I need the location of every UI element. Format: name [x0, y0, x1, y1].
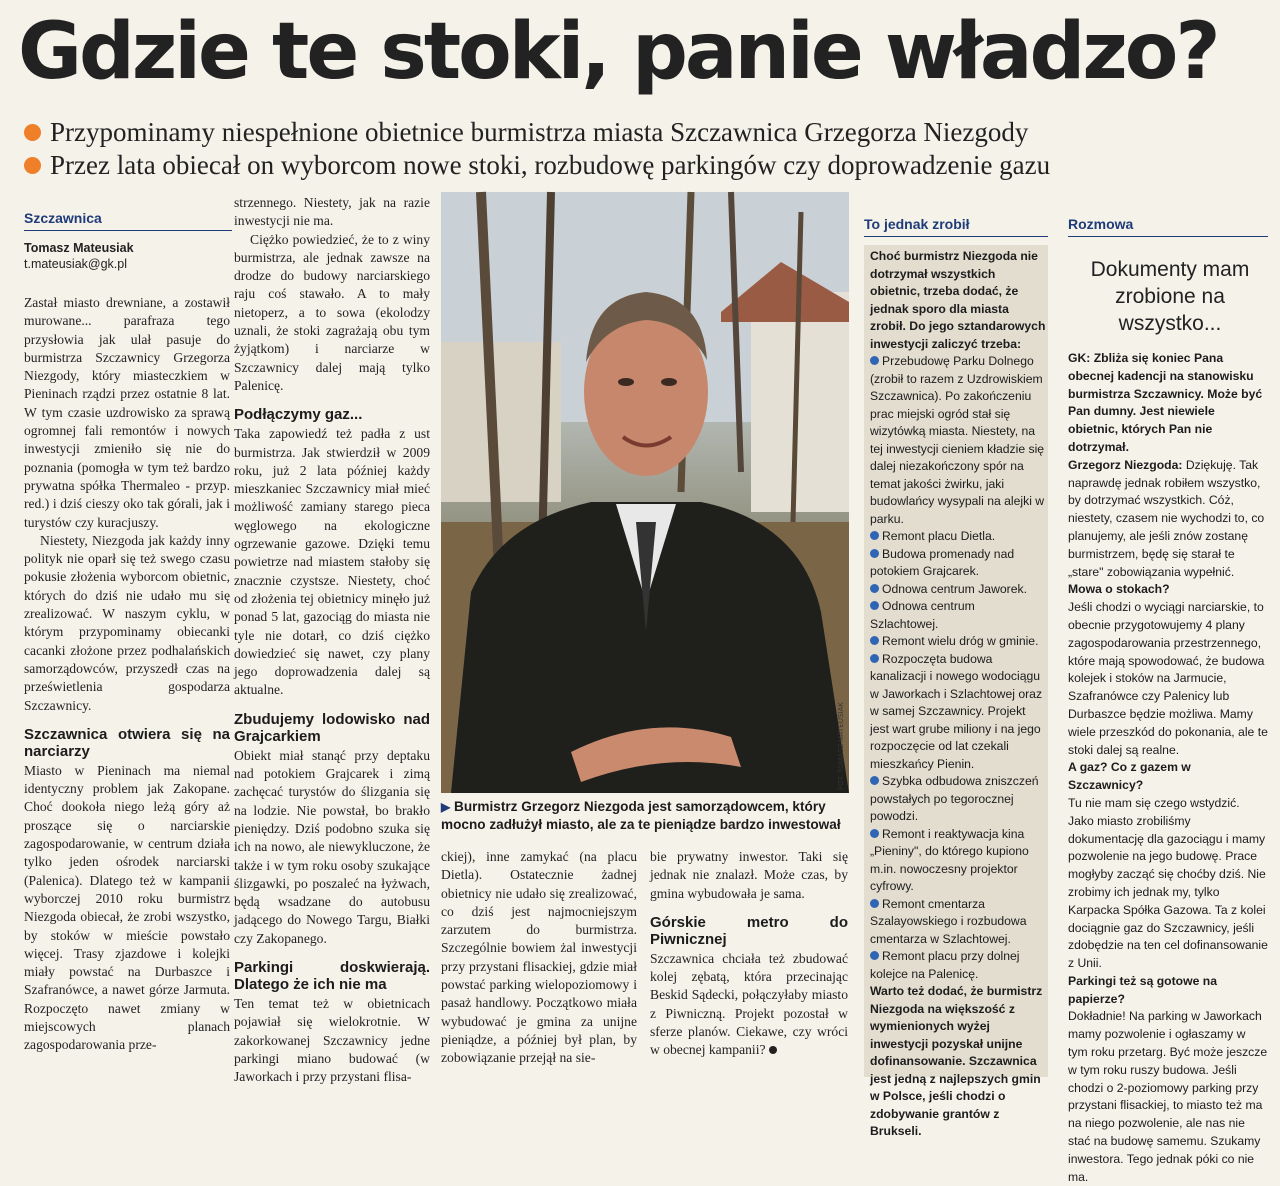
lead-text: Przypominamy niespełnione obietnice burmistrza miasta Szczawnica Grzegorza Niezgody: [50, 117, 1029, 147]
paragraph: Niestety, Niezgoda jak każdy inny polityk nie oparł się też swego czasu pokusie złożenia wyborcom obietnic, których do dziś nie udało mu się zrealizować. W naszym cyklu, w którym przypominamy obiecanki cacanki złożone przez podhalańskich samorządowców, przyszedł czas na prześwietlenia gospodarza Szczawnicy.: [24, 532, 230, 713]
sidebar-list-item-text: Odnowa centrum Szlachtowej.: [870, 599, 975, 631]
paragraph: [650, 950, 848, 1060]
blue-bullet-icon: [870, 531, 879, 540]
article-column-1: [24, 240, 230, 1080]
interview-title: Dokumenty mam zrobione na wszystko...: [1090, 258, 1250, 335]
interview-question: Parkingi też są gotowe na papierze?: [1068, 973, 1217, 1006]
paragraph-text: Szczawnica chciała też zbudować kolej zębatą, która przecinając Beskid Sądecki, połączyłaby miasto z Piwniczną. Projekt pozostał w sferze planów. Ciekawe, czy wróci w obecnej kampanii?: [650, 950, 848, 1058]
paragraph: Taka zapowiedź też padła z ust burmistrza. Jak stwierdził w 2009 roku, już 2 lata później każdy mieszkaniec Szczawnicy miał mieć możliwość zamiany starego pieca węglowego na ekologiczne ogrzewanie gazowe. Dzięki temu powietrze nad miastem stałoby się znacznie czystsze. Niestety, choć od złożenia tej obietnicy minęło już ponad 5 lat, gazociąg do miasta nie tyle nie dotarł, co dziś ciężko dowiedzieć się nawet, czy plany jego doprowadzenia dalej są aktualne.: [234, 426, 430, 698]
sidebar-list-item-text: Remont cmentarza Szalayowskiego i rozbudowa cmentarza w Szlachtowej.: [870, 896, 1027, 946]
sidebar-list-item: [870, 773, 1046, 826]
interview-answer: [1068, 457, 1268, 582]
sidebar-list-item-text: Remont i reaktywacja kina „Pieniny", do którego kupiono m.in. nowoczesny projektor cyfrowy.: [870, 826, 1029, 893]
paragraph: Miasto w Pieninach ma niemal identyczny problem jak Zakopane. Choć dookoła niego leżą góry aż proszące się o narciarskie zagospodarowanie, w centrum działa tylko jeden ośrodek narciarski (Palenica). Dlatego też w kampanii wyborczej 2010 roku burmistrz Niezgoda obiecał, że zrobi wszystko, by stoków w mieście powstało więcej. Trasy zjazdowe i kolejki miały powstać na Durbaszce i Szafranówce, a nawet górze Jarmuta. Rozpoczęto nawet zmiany w miejscowych planach zagospodarowania prze-: [24, 762, 230, 1053]
sidebar-list-item: [870, 546, 1046, 581]
article-column-4: [650, 848, 848, 1080]
blue-bullet-icon: [870, 899, 879, 908]
answer-text: Dziękuję. Tak naprawdę jednak robiłem wszystko, by dotrzymać wszystkich. Cóż, niestety, czasem nie wychodzi to, co planujemy, ale jeśli znów zostanę burmistrzem, będę się starał te „stare" zobowiązania wypełnić.: [1068, 457, 1265, 579]
sidebar-list-item-text: Szybka odbudowa zniszczeń powstałych po tegorocznej powodzi.: [870, 774, 1039, 823]
subheading: Parkingi doskwierają. Dlatego że ich nie ma: [234, 958, 430, 993]
lead-item: [24, 116, 1274, 149]
paragraph: Ten temat też w obietnicach pojawiał się wielokrotnie. W zakorkowanej Szczawnicy jedne parkingi miano budować (w Jaworkach i przy przystani flisa-: [234, 995, 430, 1085]
portrait-illustration: [441, 192, 849, 793]
blue-bullet-icon: [870, 356, 879, 365]
sidebar-list-item: [870, 826, 1046, 896]
article-column-3: [441, 848, 637, 1080]
sidebar-list-item: [870, 633, 1046, 651]
sidebar-outro: Warto też dodać, że burmistrz Niezgoda na większość z wymienionych wyżej inwestycji pozyskał unijne dofinansowanie. Szczawnica jest jedną z najlepszych gmin w Polsce, jeśli chodzi o zdobywanie grantów z Brukseli.: [870, 984, 1043, 1138]
interview-question: A gaz? Co z gazem w Szczawnicy?: [1068, 760, 1191, 793]
sidebar-list: [870, 353, 1046, 983]
end-mark-icon: [769, 1046, 777, 1054]
sidebar-list-item-text: Remont wielu dróg w gminie.: [882, 634, 1039, 648]
sidebar-list-item-text: Przebudowę Parku Dolnego (zrobił to razem z Uzdrowiskiem Szczawnica). Po zakończeniu prac miejski ogród stał się wizytówką miasta. Niestety, na tej inwestycji cieniem kładzie się dalej niezakończony spór na temat jakości żwirku, jaki budowlańcy wysypali na alejki w parku.: [870, 354, 1045, 526]
interview-question: Mowa o stokach?: [1068, 582, 1170, 597]
sidebar-list-item-text: Remont placu Dietla.: [882, 529, 996, 543]
subheading: Szczawnica otwiera się na narciarzy: [24, 725, 230, 760]
section-tag-szczawnica: Szczawnica: [24, 210, 232, 231]
interview-question: GK: Zbliża się koniec Pana obecnej kadencji na stanowisku burmistrza Szczawnicy. Może być Pan dumny. Jest niewiele obietnic, których Pan nie dotrzymał.: [1068, 351, 1263, 454]
blue-bullet-icon: [870, 601, 879, 610]
orange-bullet-icon: [24, 124, 41, 141]
sidebar-list-item-text: Remont placu przy dolnej kolejce na Palenicę.: [870, 949, 1020, 981]
paragraph: bie prywatny inwestor. Taki się jednak nie znalazł. Może czas, by gmina wybudowała je sama.: [650, 849, 848, 901]
sidebar-text: [870, 248, 1046, 1141]
sidebar-list-item: [870, 581, 1046, 599]
paragraph: Zastał miasto drewniane, a zostawił murowane... parafraza tego przysłowia jak ulał pasuje do burmistrza Szczawnicy Grzegorza Niezgody, który miasteczkiem w Pieninach rządzi przez ostatnie 8 lat. W tym czasie uzdrowisko za sprawą ogromnej fali remontów i nowych inwestycji zmieniło się nie do poznania (pomogła w tym też bardzo prywatna spółka Thermaleo - przyp. red.) i dziś cieszy oko tak górali, jak i turystów czy kuracjuszy.: [24, 295, 230, 530]
interview-answer: Tu nie mam się czego wstydzić. Jako miasto zrobiliśmy dokumentację dla gazociągu i mamy pozwolenie na jego budowę. Prace mogłyby zacząć się choćby dziś. Nie zrobimy ich jednak my, tylko Karpacka Spółka Gazowa. Ta z kolei dociągnie gaz do Szczawnicy, jeśli zdobędzie na ten cel dofinansowanie z Unii.: [1068, 795, 1268, 971]
sidebar-list-item: [870, 651, 1046, 774]
lead-text: Przez lata obiecał on wyborcom nowe stoki, rozbudowę parkingów czy doprowadzenie gazu: [50, 150, 1051, 180]
paragraph: Obiekt miał stanąć przy deptaku nad potokiem Grajcarek i zimą zachęcać turystów do ślizgania się na lodzie. Nie powstał, bo brakło pieniędzy. Dziś podobno szuka się ich na nowo, ale niewykluczone, że także i w tym roku osoby szukające ślizgawki, po poszaleć na łyżwach, będą wsadzane do autobusu jadącego do Nowego Targu, Białki czy Zakopanego.: [234, 747, 430, 946]
paragraph: strzennego. Niestety, jak na razie inwestycji nie ma.: [234, 195, 430, 229]
sidebar-list-item-text: Rozpoczęta budowa kanalizacji i nowego wodociągu w Jaworkach i Szlachtowej oraz w samej Szczawnicy. Projekt jest wart grube miliony i na jego rozpoczęcie od lat czekali mieszkańcy Pienin.: [870, 651, 1043, 771]
subheading: Górskie metro do Piwnicznej: [650, 913, 848, 948]
sidebar-list-item: [870, 896, 1046, 949]
section-tag-rozmowa: Rozmowa: [1068, 216, 1268, 237]
paragraph: Ciężko powiedzieć, że to z winy burmistrza, ale jednak zawsze na drodze do budowy narciarskiego raju coś stawało. A to mały nietoperz, a to sowa (ekolodzy uznali, że stoki zagrażają obu tym żyjątkom) i narciarze w Szczawnicy dalej mają tylko Palenicę.: [234, 231, 430, 393]
author-email: t.mateusiak@gk.pl: [24, 257, 128, 271]
headline: Gdzie te stoki, panie władzo?: [18, 7, 1218, 97]
orange-bullet-icon: [24, 157, 41, 174]
photo-credit: FOT. TOMASZ MATEUSIAK: [838, 702, 845, 790]
sidebar-list-item: [870, 353, 1046, 528]
author-name: Tomasz Mateusiak: [24, 241, 134, 255]
interview-answer: Dokładnie! Na parking w Jaworkach mamy pozwolenie i ogłaszamy w tym roku przetarg. Być może jeszcze w tym roku ruszy budowa. Jeśli chodzi o 2-poziomowy parking przy przystani flisackiej, to miasto też ma na niego pozwolenie, ale nas nie stać na budowę samemu. Szukamy inwestora. Tego jednak póki co nie ma.: [1068, 1009, 1268, 1184]
interview-answer: Jeśli chodzi o wyciągi narciarskie, to obecnie przygotowujemy 4 plany zagospodarowania przestrzennego, które mają spowodować, że budowa kolejek i stoków na Jarmucie, Szafranówce czy Palenicy lub Durbaszce będzie możliwa. Mamy wiele przeszkód do pokonania, ale te stoki dalej są realne.: [1068, 600, 1268, 757]
blue-bullet-icon: [870, 549, 879, 558]
blue-bullet-icon: [870, 636, 879, 645]
section-tag-to-jednak-zrobil: To jednak zrobił: [864, 216, 1048, 237]
interview-text: [1068, 350, 1268, 1184]
blue-bullet-icon: [870, 584, 879, 593]
photo-caption: [441, 798, 849, 833]
blue-bullet-icon: [870, 829, 879, 838]
blue-bullet-icon: [870, 654, 879, 663]
lead-item: [24, 149, 1274, 182]
article-column-2: [234, 194, 430, 1085]
caption-text: Burmistrz Grzegorz Niezgoda jest samorządowcem, który mocno zadłużył miasto, ale za te pieniądze bardzo inwestował: [441, 799, 841, 832]
sidebar-list-item: [870, 528, 1046, 546]
sidebar-list-item: [870, 598, 1046, 633]
blue-bullet-icon: [870, 776, 879, 785]
sidebar-list-item-text: Budowa promenady nad potokiem Grajcarek.: [870, 546, 1015, 578]
sidebar-list-item: [870, 948, 1046, 983]
paragraph: ckiej), inne zamykać (na placu Dietla). Ostatecznie żadnej obietnicy nie udało się zrealizować, co dziś jest najmocniejszym zarzutem do burmistrza. Szczególnie bowiem żal inwestycji przy przystani flisackiej, gdzie miał powstać parking wielopoziomowy i pasaż handlowy. Początkowo miała wybudować je gmina za unijne pieniądze, a później był plan, by zobowiązanie przejął na sie-: [441, 849, 637, 1066]
lead-list: [24, 116, 1274, 182]
subheading: Zbudujemy lodowisko nad Grajcarkiem: [234, 710, 430, 745]
sidebar-list-item-text: Odnowa centrum Jaworek.: [882, 581, 1027, 596]
sidebar-intro: Choć burmistrz Niezgoda nie dotrzymał wszystkich obietnic, trzeba dodać, że jednak sporo dla miasta zrobił. Do jego sztandarowych inwestycji zaliczyć trzeba:: [870, 249, 1046, 351]
caption-triangle-icon: ▶: [441, 800, 451, 814]
subheading: Podłączymy gaz...: [234, 406, 363, 424]
blue-bullet-icon: [870, 951, 879, 960]
interview-speaker: Grzegorz Niezgoda:: [1068, 457, 1183, 472]
portrait-photo: [441, 192, 849, 793]
